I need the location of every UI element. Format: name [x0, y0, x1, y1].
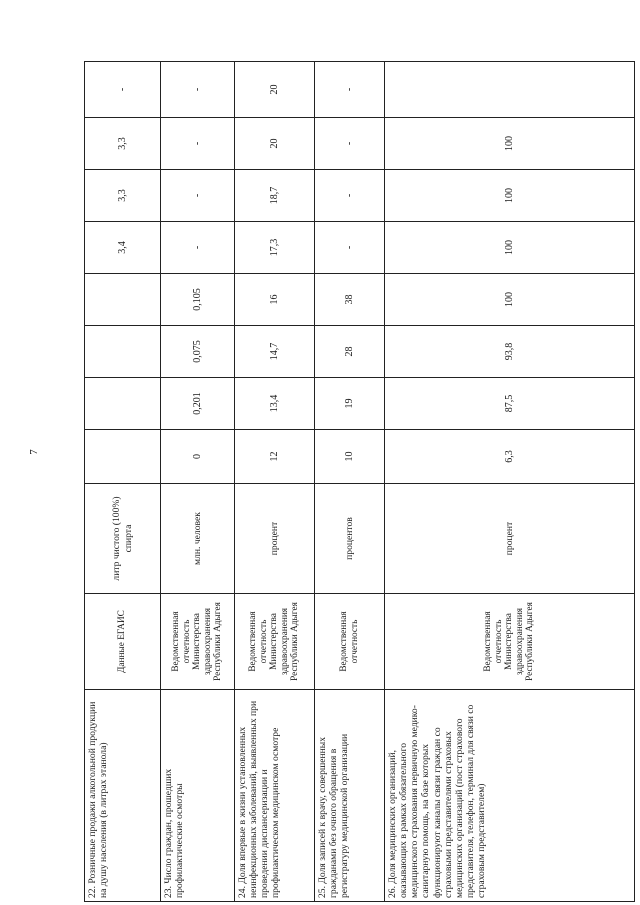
- value-cell: 28: [315, 326, 385, 378]
- source-cell: Ведомственная отчетность Министерства здравоохранения Республики Адыгея: [235, 594, 315, 690]
- value-cell: 3,3: [85, 118, 161, 170]
- source-cell: Ведомственная отчетность: [315, 594, 385, 690]
- value-cell: 13,4: [235, 378, 315, 430]
- value-cell: 38: [315, 274, 385, 326]
- table-row: [85, 62, 161, 902]
- value-cell: 0,075: [161, 326, 235, 378]
- value-cell: 19: [315, 378, 385, 430]
- value-cell: 20: [235, 118, 315, 170]
- value-cell: [85, 378, 161, 430]
- indicator-cell: 24. Доля впервые в жизни установленных неинфекционных заболеваний, выявленных при проведении диспансеризации и профилактическом медицинском осмотре: [235, 690, 315, 902]
- value-cell: 10: [315, 430, 385, 484]
- value-cell: 18,7: [235, 170, 315, 222]
- value-cell: 14,7: [235, 326, 315, 378]
- value-cell: 93,8: [385, 326, 635, 378]
- table-row: [161, 62, 235, 902]
- table-body: [85, 62, 635, 902]
- source-cell: Ведомственная отчетность Министерства здравоохранения Республики Адыгея: [385, 594, 635, 690]
- table-row: [385, 62, 635, 902]
- value-cell: [385, 62, 635, 118]
- value-cell: 100: [385, 274, 635, 326]
- value-cell: [85, 274, 161, 326]
- unit-cell: млн. человек: [161, 484, 235, 594]
- value-cell: 100: [385, 222, 635, 274]
- value-cell: 0: [161, 430, 235, 484]
- value-cell: [85, 430, 161, 484]
- indicators-table: [84, 61, 635, 902]
- source-cell: Данные ЕГАИС: [85, 594, 161, 690]
- value-cell: 87,5: [385, 378, 635, 430]
- value-cell: -: [315, 222, 385, 274]
- source-cell: Ведомственная отчетность Министерства здравоохранения Республики Адыгея: [161, 594, 235, 690]
- page-number: 7: [28, 449, 40, 455]
- unit-cell: процент: [385, 484, 635, 594]
- value-cell: -: [315, 62, 385, 118]
- unit-cell: процентов: [315, 484, 385, 594]
- value-cell: -: [161, 170, 235, 222]
- value-cell: 3,3: [85, 170, 161, 222]
- value-cell: 3,4: [85, 222, 161, 274]
- value-cell: -: [161, 222, 235, 274]
- unit-cell: процент: [235, 484, 315, 594]
- indicator-cell: 25. Доля записей к врачу, совершенных гражданами без очного обращения в регистратуру медицинской организации: [315, 690, 385, 902]
- value-cell: 20: [235, 62, 315, 118]
- rotated-table-container: [84, 62, 634, 902]
- value-cell: 12: [235, 430, 315, 484]
- value-cell: 100: [385, 118, 635, 170]
- value-cell: 0,201: [161, 378, 235, 430]
- value-cell: 6,3: [385, 430, 635, 484]
- value-cell: 0,105: [161, 274, 235, 326]
- value-cell: 100: [385, 170, 635, 222]
- value-cell: -: [315, 170, 385, 222]
- indicator-cell: 22. Розничные продажи алкогольной продукции на душу населения (в литрах этанола): [85, 690, 161, 902]
- value-cell: 16: [235, 274, 315, 326]
- unit-cell: литр чистого (100%) спирта: [85, 484, 161, 594]
- indicator-cell: 26. Доля медицинских организаций, оказывающих в рамках обязательного медицинского страхования первичную медико-санитарную помощь, на базе которых функционируют каналы связи граждан со страховыми представителями страховых медицинских организаций (пост страхового представителя, телефон, терминал для связи со страховым представителем): [385, 690, 635, 902]
- indicator-cell: 23. Число граждан, прошедших профилактические осмотры: [161, 690, 235, 902]
- value-cell: -: [161, 62, 235, 118]
- table-row: [235, 62, 315, 902]
- value-cell: -: [161, 118, 235, 170]
- value-cell: [85, 326, 161, 378]
- table-row: [315, 62, 385, 902]
- value-cell: -: [315, 118, 385, 170]
- value-cell: -: [85, 62, 161, 118]
- value-cell: 17,3: [235, 222, 315, 274]
